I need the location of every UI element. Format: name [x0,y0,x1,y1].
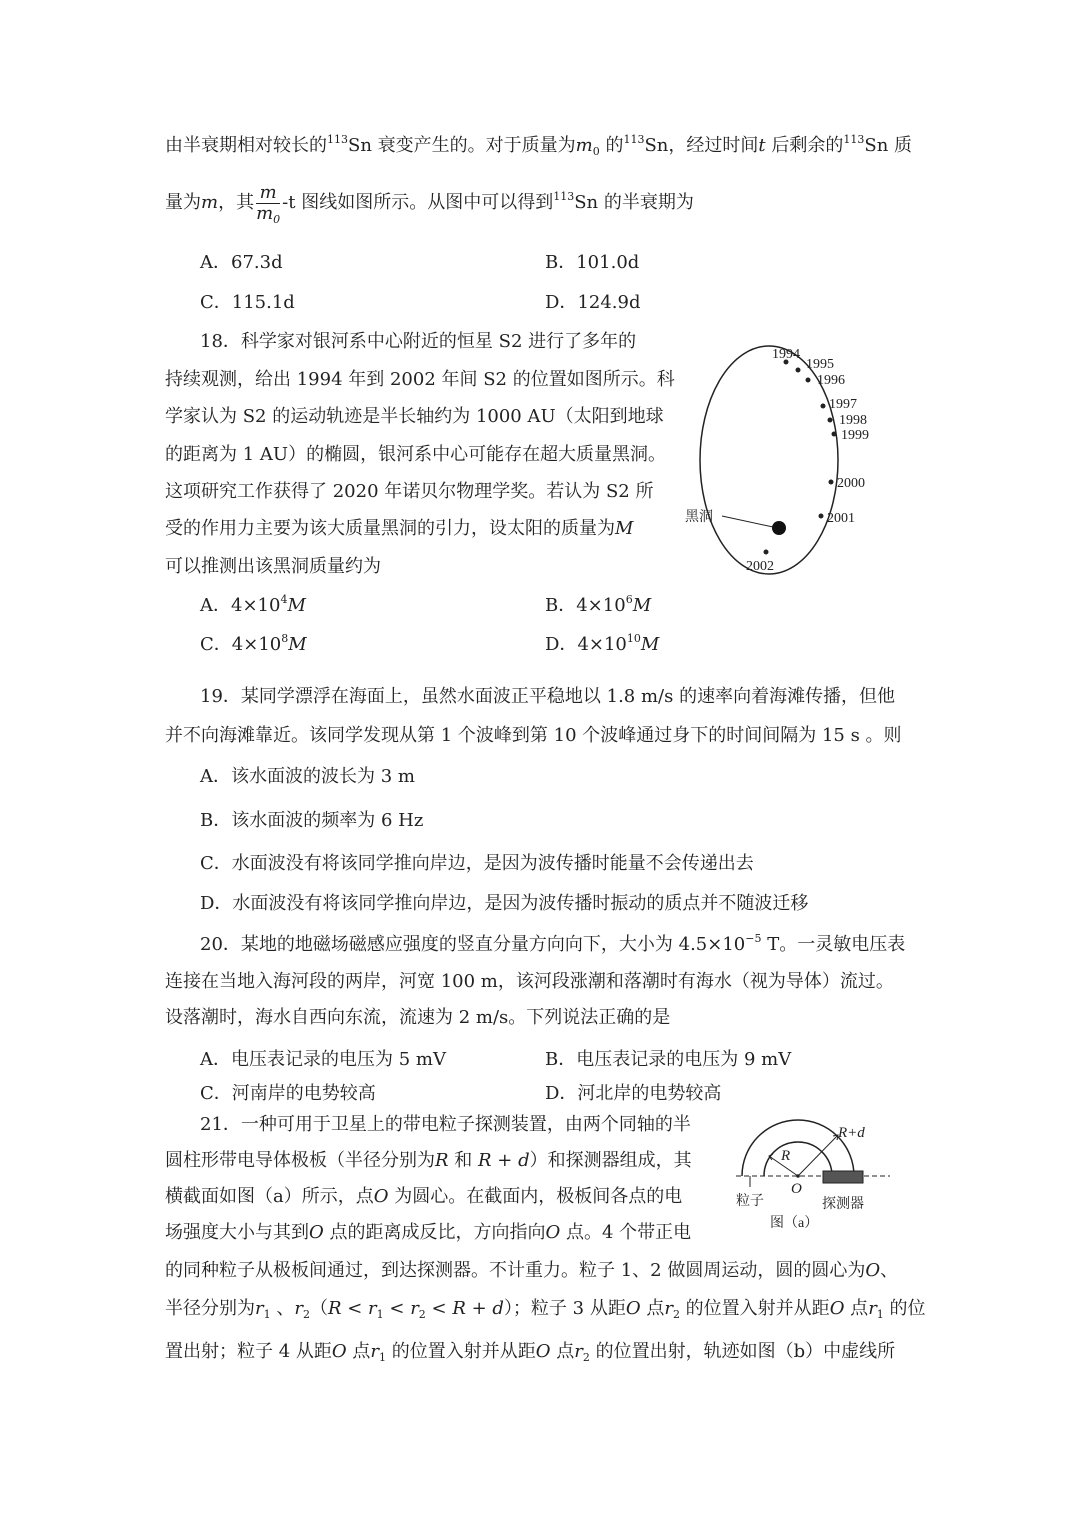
s2-orbit-figure [680,340,900,580]
q18-line-4: 的距离为 1 AU）的椭圆，银河系中心可能存在超大质量黑洞。 [165,444,667,465]
q19-option-c: C．水面波没有将该同学推向岸边，是因为波传播时能量不会传递出去 [200,853,754,874]
center-point [796,1174,800,1178]
label-r: R [781,1148,791,1164]
year-label-1996: 1996 [817,373,845,388]
q21-line-4: 场强度大小与其到O 点的距离成反比，方向指向O 点。4 个带正电 [165,1222,692,1243]
year-label-1995: 1995 [806,357,834,372]
q20-line-2: 连接在当地入海河段的两岸，河宽 100 m，该河段涨潮和落潮时有海水（视为导体）流过。 [165,971,894,992]
q17-option-a: A．67.3d [200,252,283,273]
q18-option-b: B．$4\times 10^6M$ [545,593,652,616]
q18-option-d: D．$4\times 10^{10}M$ [545,632,660,655]
orbit-point-1999 [832,432,837,437]
q21-line-2: 圆柱形带电导体极板（半径分别为R 和 R + d）和探测器组成，其 [165,1150,692,1171]
orbit-point-1998 [828,418,833,423]
q18-line-6: 受的作用力主要为该大质量黑洞的引力，设太阳的质量为M [165,518,634,539]
q17-line-2: 量为m，其 $\frac{m}{m_0}$ -t 图线如图所示。从图中可以得到$^{113}$Sn 的半衰期为 [165,181,694,226]
q17-line-1: 由半衰期相对较长的$^{113}$Sn 衰变产生的。对于质量为$m_0$ 的$^{113}$Sn，经过时间t 后剩余的$^{113}$Sn 质 [165,133,913,158]
q20-line-1: 20．某地的地磁场磁感应强度的竖直分量方向向下，大小为 $4.5\times 10^{-5}$ T。一灵敏电压表 [200,932,906,955]
label-detector: 探测器 [822,1197,864,1212]
year-label-1997: 1997 [829,397,857,412]
label-r-plus-d: R+d [838,1125,865,1141]
orbit-point-2001 [819,514,824,519]
q19-line-1: 19．某同学漂浮在海面上，虽然水面波正平稳地以 1.8 m/s 的速率向着海滩传播，但他 [200,686,896,707]
mass-ratio-fraction: $\frac{m}{m_0}$ [256,181,281,226]
year-label-1994: 1994 [772,347,800,362]
orbit-point-1997 [821,404,826,409]
label-o: O [791,1181,802,1197]
q17-option-c: C．115.1d [200,292,295,313]
black-hole-dot [772,521,786,535]
q21-line-3: 横截面如图（a）所示，点O 为圆心。在截面内，极板间各点的电 [165,1186,683,1207]
q20-line-3: 设落潮时，海水自西向东流，流速为 2 m/s。下列说法正确的是 [165,1007,671,1028]
q19-option-b: B．该水面波的频率为 6 Hz [200,810,424,831]
q20-option-a: A．电压表记录的电压为 5 mV [200,1049,446,1070]
year-label-2000: 2000 [837,476,865,491]
q20-option-d: D．河北岸的电势较高 [545,1083,722,1104]
orbit-point-2000 [829,480,834,485]
q19-option-a: A．该水面波的波长为 3 m [200,766,415,787]
figure-a-caption: 图（a） [770,1216,819,1231]
orbit-point-1996 [806,378,811,383]
black-hole-label: 黑洞 [685,510,713,525]
year-label-2002: 2002 [746,559,774,574]
q20-option-c: C．河南岸的电势较高 [200,1083,376,1104]
q19-option-d: D．水面波没有将该同学推向岸边，是因为波传播时振动的质点并不随波迁移 [200,893,809,914]
q18-option-a: A．$4\times 10^4M$ [200,593,306,616]
label-particle: 粒子 [736,1194,764,1209]
q21-line-1: 21．一种可用于卫星上的带电粒子探测装置，由两个同轴的半 [200,1114,691,1135]
q17-option-b: B．101.0d [545,252,640,273]
detector-figure-a [728,1115,898,1235]
orbit-point-2002 [764,550,769,555]
q18-line-1: 18．科学家对银河系中心附近的恒星 S2 进行了多年的 [200,331,637,352]
q21-line-6: 半径分别为$r_1$ 、$r_2(R < r_1 < r_2 < R + d)$；粒子 3 从距O 点$r_2$ 的位置入射并从距O 点$r_1$ 的位 [165,1298,926,1321]
black-hole-pointer [722,516,773,527]
orbit-point-1995 [796,368,801,373]
q20-option-b: B．电压表记录的电压为 9 mV [545,1049,792,1070]
q17-option-d: D．124.9d [545,292,641,313]
year-label-1999: 1999 [841,428,869,443]
q18-line-2: 持续观测，给出 1994 年到 2002 年间 S2 的位置如图所示。科 [165,369,675,390]
year-label-1998: 1998 [839,413,867,428]
q18-line-5: 这项研究工作获得了 2020 年诺贝尔物理学奖。若认为 S2 所 [165,481,654,502]
q18-option-c: C．$4\times 10^8M$ [200,632,307,655]
q18-line-3: 学家认为 S2 的运动轨迹是半长轴约为 1000 AU（太阳到地球 [165,406,664,427]
q19-line-2: 并不向海滩靠近。该同学发现从第 1 个波峰到第 10 个波峰通过身下的时间间隔为 15 s 。则 [165,725,902,746]
detector-block [823,1171,863,1183]
q21-line-7: 置出射；粒子 4 从距O 点$r_1$ 的位置入射并从距O 点$r_2$ 的位置出射，轨迹如图（b）中虚线所 [165,1341,896,1364]
q21-line-5: 的同种粒子从极板间通过，到达探测器。不计重力。粒子 1、2 做圆周运动，圆的圆心为O、 [165,1260,899,1281]
q18-line-7: 可以推测出该黑洞质量约为 [165,556,381,577]
year-label-2001: 2001 [827,511,855,526]
